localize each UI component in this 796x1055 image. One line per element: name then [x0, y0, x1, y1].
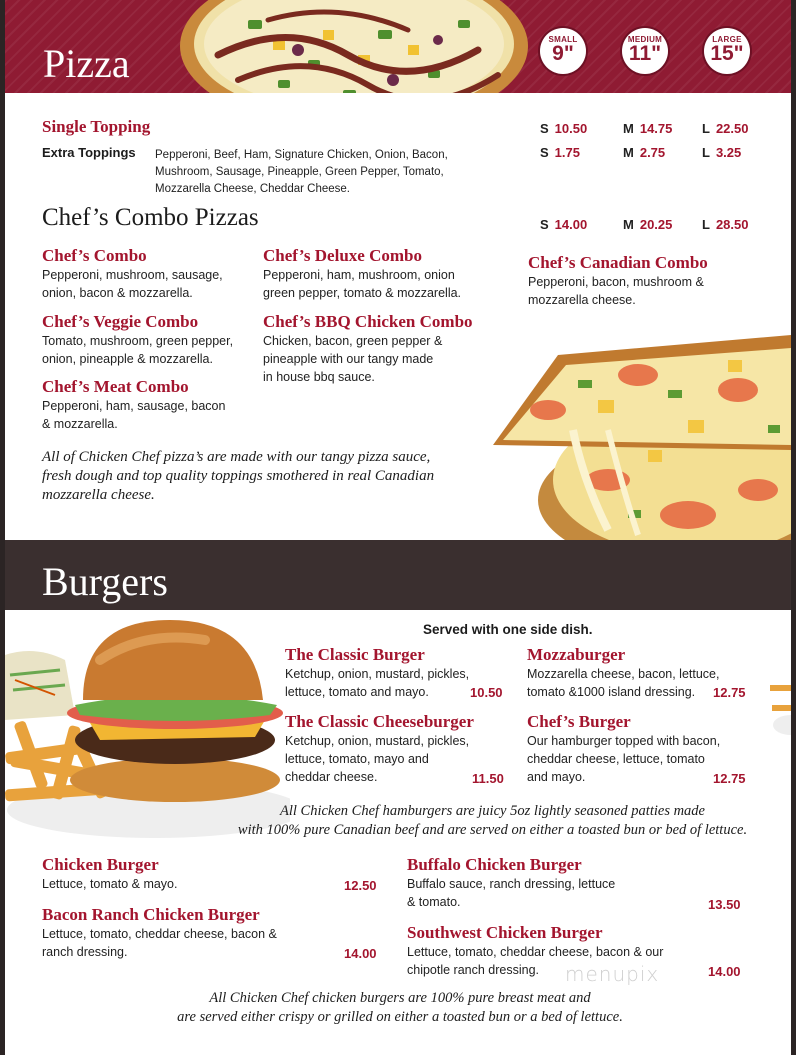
- size-letter: S: [540, 217, 549, 232]
- price-medium: [623, 217, 672, 232]
- item-name: Chef’s Burger: [527, 712, 631, 731]
- desc-line: lettuce, tomato, mayo and: [285, 752, 429, 766]
- fries-photo: [770, 675, 791, 735]
- size-label: LARGE: [712, 35, 742, 44]
- hamburger-note: [200, 802, 785, 840]
- desc-line: Buffalo sauce, ranch dressing, lettuce: [407, 877, 616, 891]
- price-value: 14.00: [554, 217, 588, 232]
- desc-line: tomato &1000 island dressing.: [527, 685, 696, 699]
- price-value: 10.50: [554, 121, 588, 136]
- desc-line: Pepperoni, Beef, Ham, Signature Chicken, Onion, Bacon,: [155, 149, 448, 161]
- item-desc: [42, 266, 223, 302]
- burgers-header-band: [5, 540, 791, 610]
- size-letter: L: [702, 145, 710, 160]
- desc-line: Pepperoni, mushroom, sausage,: [42, 268, 223, 282]
- desc-line: cheddar cheese, lettuce, tomato: [527, 752, 705, 766]
- item-name: Chef’s Canadian Combo: [528, 253, 708, 272]
- item-price: 12.75: [713, 771, 746, 786]
- desc-line: lettuce, tomato and mayo.: [285, 685, 429, 699]
- price-value: 28.50: [715, 217, 749, 232]
- desc-line: mozzarella cheese.: [528, 293, 636, 307]
- price-value: 1.75: [554, 145, 580, 160]
- right-border: [791, 0, 796, 1055]
- price-value: 20.25: [639, 217, 673, 232]
- item-desc: [263, 266, 461, 302]
- menu-item: [42, 246, 223, 302]
- pizza-header-band: [5, 0, 791, 93]
- desc-line: Mozzarella cheese, bacon, lettuce,: [527, 667, 720, 681]
- price-value: 3.25: [715, 145, 742, 160]
- desc-line: onion, pineapple & mozzarella.: [42, 352, 213, 366]
- desc-line: ranch dressing.: [42, 945, 128, 959]
- note-line: are served either crispy or grilled on either a toasted bun or a bed of lettuce.: [177, 1009, 623, 1025]
- desc-line: Pepperoni, ham, sausage, bacon: [42, 399, 226, 413]
- desc-line: onion, bacon & mozzarella.: [42, 286, 193, 300]
- left-border: [0, 0, 5, 1055]
- size-letter: M: [623, 217, 634, 232]
- desc-line: Lettuce, tomato, cheddar cheese, bacon &: [42, 927, 277, 941]
- item-name: Chef’s BBQ Chicken Combo: [263, 312, 473, 331]
- size-letter: M: [623, 121, 634, 136]
- menu-item: [527, 712, 720, 786]
- item-desc: [263, 332, 473, 386]
- extra-toppings-label: Extra Toppings: [42, 145, 136, 160]
- note-line: All Chicken Chef hamburgers are juicy 5oz lightly seasoned patties made: [280, 803, 705, 819]
- burgers-section-title: Burgers: [42, 559, 168, 604]
- size-letter: S: [540, 121, 549, 136]
- pizza-note: [42, 448, 434, 505]
- chicken-burger-note: [100, 989, 700, 1027]
- menu-item: [42, 905, 277, 961]
- item-desc: [42, 925, 277, 961]
- menu-item: [263, 246, 461, 302]
- size-value: 9": [552, 42, 574, 65]
- note-line: mozzarella cheese.: [42, 487, 155, 503]
- item-name: Chef’s Combo: [42, 246, 147, 265]
- desc-line: & tomato.: [407, 895, 461, 909]
- watermark: menupix: [565, 962, 660, 986]
- item-desc: [407, 875, 615, 911]
- item-name: The Classic Burger: [285, 645, 425, 664]
- size-value: 15": [710, 42, 744, 65]
- item-desc: [527, 665, 719, 701]
- menu-item: [527, 645, 719, 701]
- menu-item: [42, 377, 225, 433]
- desc-line: Ketchup, onion, mustard, pickles,: [285, 667, 470, 681]
- pizza-slice-photo: [488, 330, 791, 540]
- item-desc: [528, 273, 708, 309]
- menu-item: [407, 855, 615, 911]
- size-badge-large: [704, 28, 750, 74]
- item-name: Chef’s Veggie Combo: [42, 312, 199, 331]
- price-small: [540, 121, 587, 136]
- price-medium: [623, 145, 665, 160]
- item-name: Buffalo Chicken Burger: [407, 855, 582, 874]
- item-name: Bacon Ranch Chicken Burger: [42, 905, 260, 924]
- item-desc: [527, 732, 720, 786]
- size-badge-small: [540, 28, 586, 74]
- size-letter: M: [623, 145, 634, 160]
- desc-line: chipotle ranch dressing.: [407, 963, 540, 977]
- price-large: [702, 217, 749, 232]
- item-price: 14.00: [708, 964, 741, 979]
- item-price: 14.00: [344, 946, 377, 961]
- menu-item: [263, 312, 473, 386]
- pizza-photo: [178, 0, 530, 93]
- desc-line: Our hamburger topped with bacon,: [527, 734, 721, 748]
- item-price: 11.50: [472, 771, 504, 786]
- desc-line: and mayo.: [527, 770, 586, 784]
- item-name: Southwest Chicken Burger: [407, 923, 603, 942]
- note-line: with 100% pure Canadian beef and are served on either a toasted bun or bed of lettuce.: [237, 822, 748, 838]
- desc-line: & mozzarella.: [42, 417, 118, 431]
- menu-item: [528, 253, 708, 309]
- desc-line: Ketchup, onion, mustard, pickles,: [285, 734, 470, 748]
- item-desc: [42, 332, 233, 368]
- size-label: SMALL: [548, 35, 578, 44]
- item-desc: [42, 875, 178, 893]
- item-name: Chef’s Meat Combo: [42, 377, 189, 396]
- desc-line: Lettuce, tomato & mayo.: [42, 877, 178, 891]
- item-name: Mozzaburger: [527, 645, 626, 664]
- size-letter: S: [540, 145, 549, 160]
- item-price: 10.50: [470, 685, 503, 700]
- item-desc: [285, 732, 474, 786]
- price-large: [702, 145, 741, 160]
- price-value: 2.75: [639, 145, 666, 160]
- desc-line: pineapple with our tangy made: [263, 352, 434, 366]
- combo-section-title: Chef’s Combo Pizzas: [42, 204, 259, 231]
- price-value: 14.75: [639, 121, 673, 136]
- note-line: All of Chicken Chef pizza’s are made with our tangy pizza sauce,: [42, 449, 431, 465]
- single-topping-name: Single Topping: [42, 117, 151, 136]
- served-with-note: Served with one side dish.: [423, 622, 593, 637]
- price-small: [540, 145, 580, 160]
- desc-line: Chicken, bacon, green pepper &: [263, 334, 443, 348]
- item-name: Chicken Burger: [42, 855, 159, 874]
- desc-line: Tomato, mushroom, green pepper,: [42, 334, 234, 348]
- item-price: 12.75: [713, 685, 746, 700]
- note-line: All Chicken Chef chicken burgers are 100% pure breast meat and: [209, 990, 591, 1006]
- size-letter: L: [702, 217, 710, 232]
- price-medium: [623, 121, 672, 136]
- desc-line: Mozzarella Cheese, Cheddar Cheese.: [155, 183, 350, 195]
- menu-item: [42, 855, 178, 893]
- item-name: The Classic Cheeseburger: [285, 712, 474, 731]
- extra-toppings-list: [155, 147, 448, 198]
- menu-item: [42, 312, 233, 368]
- desc-line: Pepperoni, bacon, mushroom &: [528, 275, 704, 289]
- price-value: 22.50: [715, 121, 749, 136]
- price-large: [702, 121, 749, 136]
- item-name: Chef’s Deluxe Combo: [263, 246, 422, 265]
- price-small: [540, 217, 587, 232]
- desc-line: Mushroom, Sausage, Pineapple, Green Pepper, Tomato,: [155, 166, 444, 178]
- pizza-section-title: Pizza: [43, 41, 130, 86]
- size-badge-medium: [622, 28, 668, 74]
- desc-line: Pepperoni, ham, mushroom, onion: [263, 268, 455, 282]
- note-line: fresh dough and top quality toppings smothered in real Canadian: [42, 468, 435, 484]
- desc-line: in house bbq sauce.: [263, 370, 375, 384]
- desc-line: cheddar cheese.: [285, 770, 378, 784]
- size-letter: L: [702, 121, 710, 136]
- menu-item: [285, 712, 474, 786]
- size-value: 11": [628, 42, 662, 65]
- size-label: MEDIUM: [627, 35, 663, 44]
- item-desc: [42, 397, 225, 433]
- desc-line: green pepper, tomato & mozzarella.: [263, 286, 462, 300]
- item-price: 12.50: [344, 878, 377, 893]
- item-price: 13.50: [708, 897, 741, 912]
- desc-line: Lettuce, tomato, cheddar cheese, bacon & our: [407, 945, 664, 959]
